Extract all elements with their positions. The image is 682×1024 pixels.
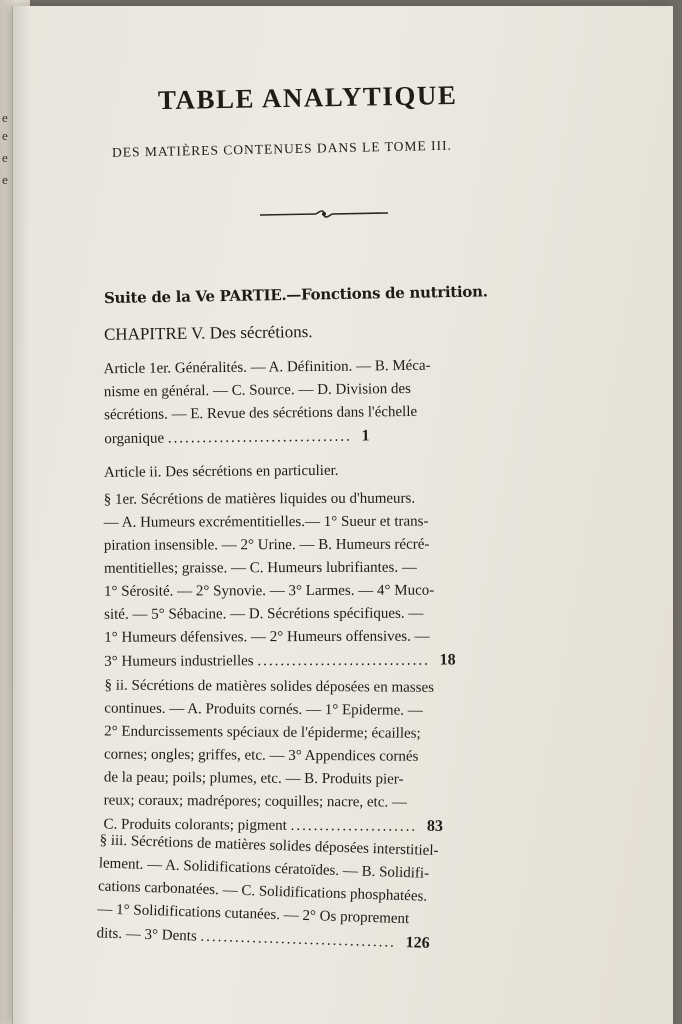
entry-line: 1° Humeurs défensives. — 2° Humeurs offensives. — [104, 628, 430, 646]
page-gutter-shadow [12, 6, 30, 1024]
entry-text: C. Produits colorants; pigment [103, 816, 287, 834]
entry-line: de la peau; poils; plumes, etc. — B. Produits pier- [103, 769, 404, 788]
entry-line: nisme en général. — C. Source. — D. Division des [103, 380, 411, 401]
entry-line: 1° Sérosité. — 2° Synovie. — 3° Larmes. — 4° Muco- [104, 582, 435, 600]
entry-text: organique [104, 430, 165, 448]
leader-dots: ................................ [167, 428, 352, 447]
article-1-entry [104, 354, 525, 451]
entry-line: — A. Humeurs excrémentitielles.— 1° Sueur et trans- [103, 513, 429, 531]
entry-line: continues. — A. Produits cornés. — 1° Epiderme. — [104, 700, 423, 719]
entry-line: reux; coraux; madrépores; coquilles; nacre, etc. — [103, 792, 407, 811]
chapter-heading: CHAPITRE V. Des sécrétions. [103, 322, 313, 344]
entry-text: dits. — 3° Dents [96, 925, 198, 945]
section-3-entry [96, 829, 519, 958]
leader-dots: .................................. [200, 928, 397, 951]
page-number: 126 [405, 934, 430, 952]
entry-line: mentitielles; graisse. — C. Humeurs lubrifiantes. — [103, 559, 417, 577]
left-page-fragment: e [2, 150, 8, 165]
entry-last-line [104, 648, 524, 673]
entry-line: Article ii. Des sécrétions en particulier. [103, 462, 339, 481]
entry-line: § ii. Sécrétions de matières solides déposées en masses [104, 677, 435, 696]
entry-line: sité. — 5° Sébacine. — D. Sécrétions spécifiques. — [104, 605, 424, 623]
page-number: 1 [361, 427, 370, 445]
left-page-fragment: e [2, 110, 8, 125]
page-subtitle: DES MATIÈRES CONTENUES DANS LE TOME III. [111, 137, 452, 160]
ornament-divider [258, 208, 390, 222]
entry-line: cornes; ongles; griffes, etc. — 3° Appendices cornés [103, 746, 419, 765]
leader-dots: .............................. [257, 652, 430, 670]
entry-line: lement. — A. Solidifications cératoïdes. — B. Solidifi- [98, 855, 430, 882]
page-title: TABLE ANALYTIQUE [157, 79, 458, 116]
entry-line: Article 1er. Généralités. — A. Définition. — B. Méca- [103, 357, 431, 378]
section-2-entry [103, 675, 524, 840]
entry-last-line [104, 423, 524, 451]
entry-line: sécrétions. — E. Revue des sécrétions dans l'échelle [104, 403, 418, 424]
entry-line: — 1° Solidifications cutanées. — 2° Os proprement [97, 901, 410, 928]
part-heading: Suite de la Ve PARTIE.—Fonctions de nutrition. [103, 282, 488, 308]
left-page-fragment: e [2, 128, 8, 143]
page-number: 18 [439, 651, 456, 669]
article-2-heading [104, 458, 524, 485]
page-number: 83 [426, 817, 443, 835]
section-1-entry [104, 487, 525, 673]
entry-line: cations carbonatées. — C. Solidifications phosphatées. [97, 878, 428, 905]
left-page-fragment: e [2, 172, 8, 187]
entry-text: 3° Humeurs industrielles [104, 653, 254, 670]
entry-line: 2° Endurcissements spéciaux de l'épiderme; écailles; [104, 723, 421, 742]
entry-line: § 1er. Sécrétions de matières liquides ou d'humeurs. [103, 490, 416, 508]
entry-line: § iii. Sécrétions de matières solides déposées interstitiel- [99, 832, 439, 860]
leader-dots: ...................... [290, 817, 418, 835]
entry-line: piration insensible. — 2° Urine. — B. Humeurs récré- [103, 536, 430, 554]
